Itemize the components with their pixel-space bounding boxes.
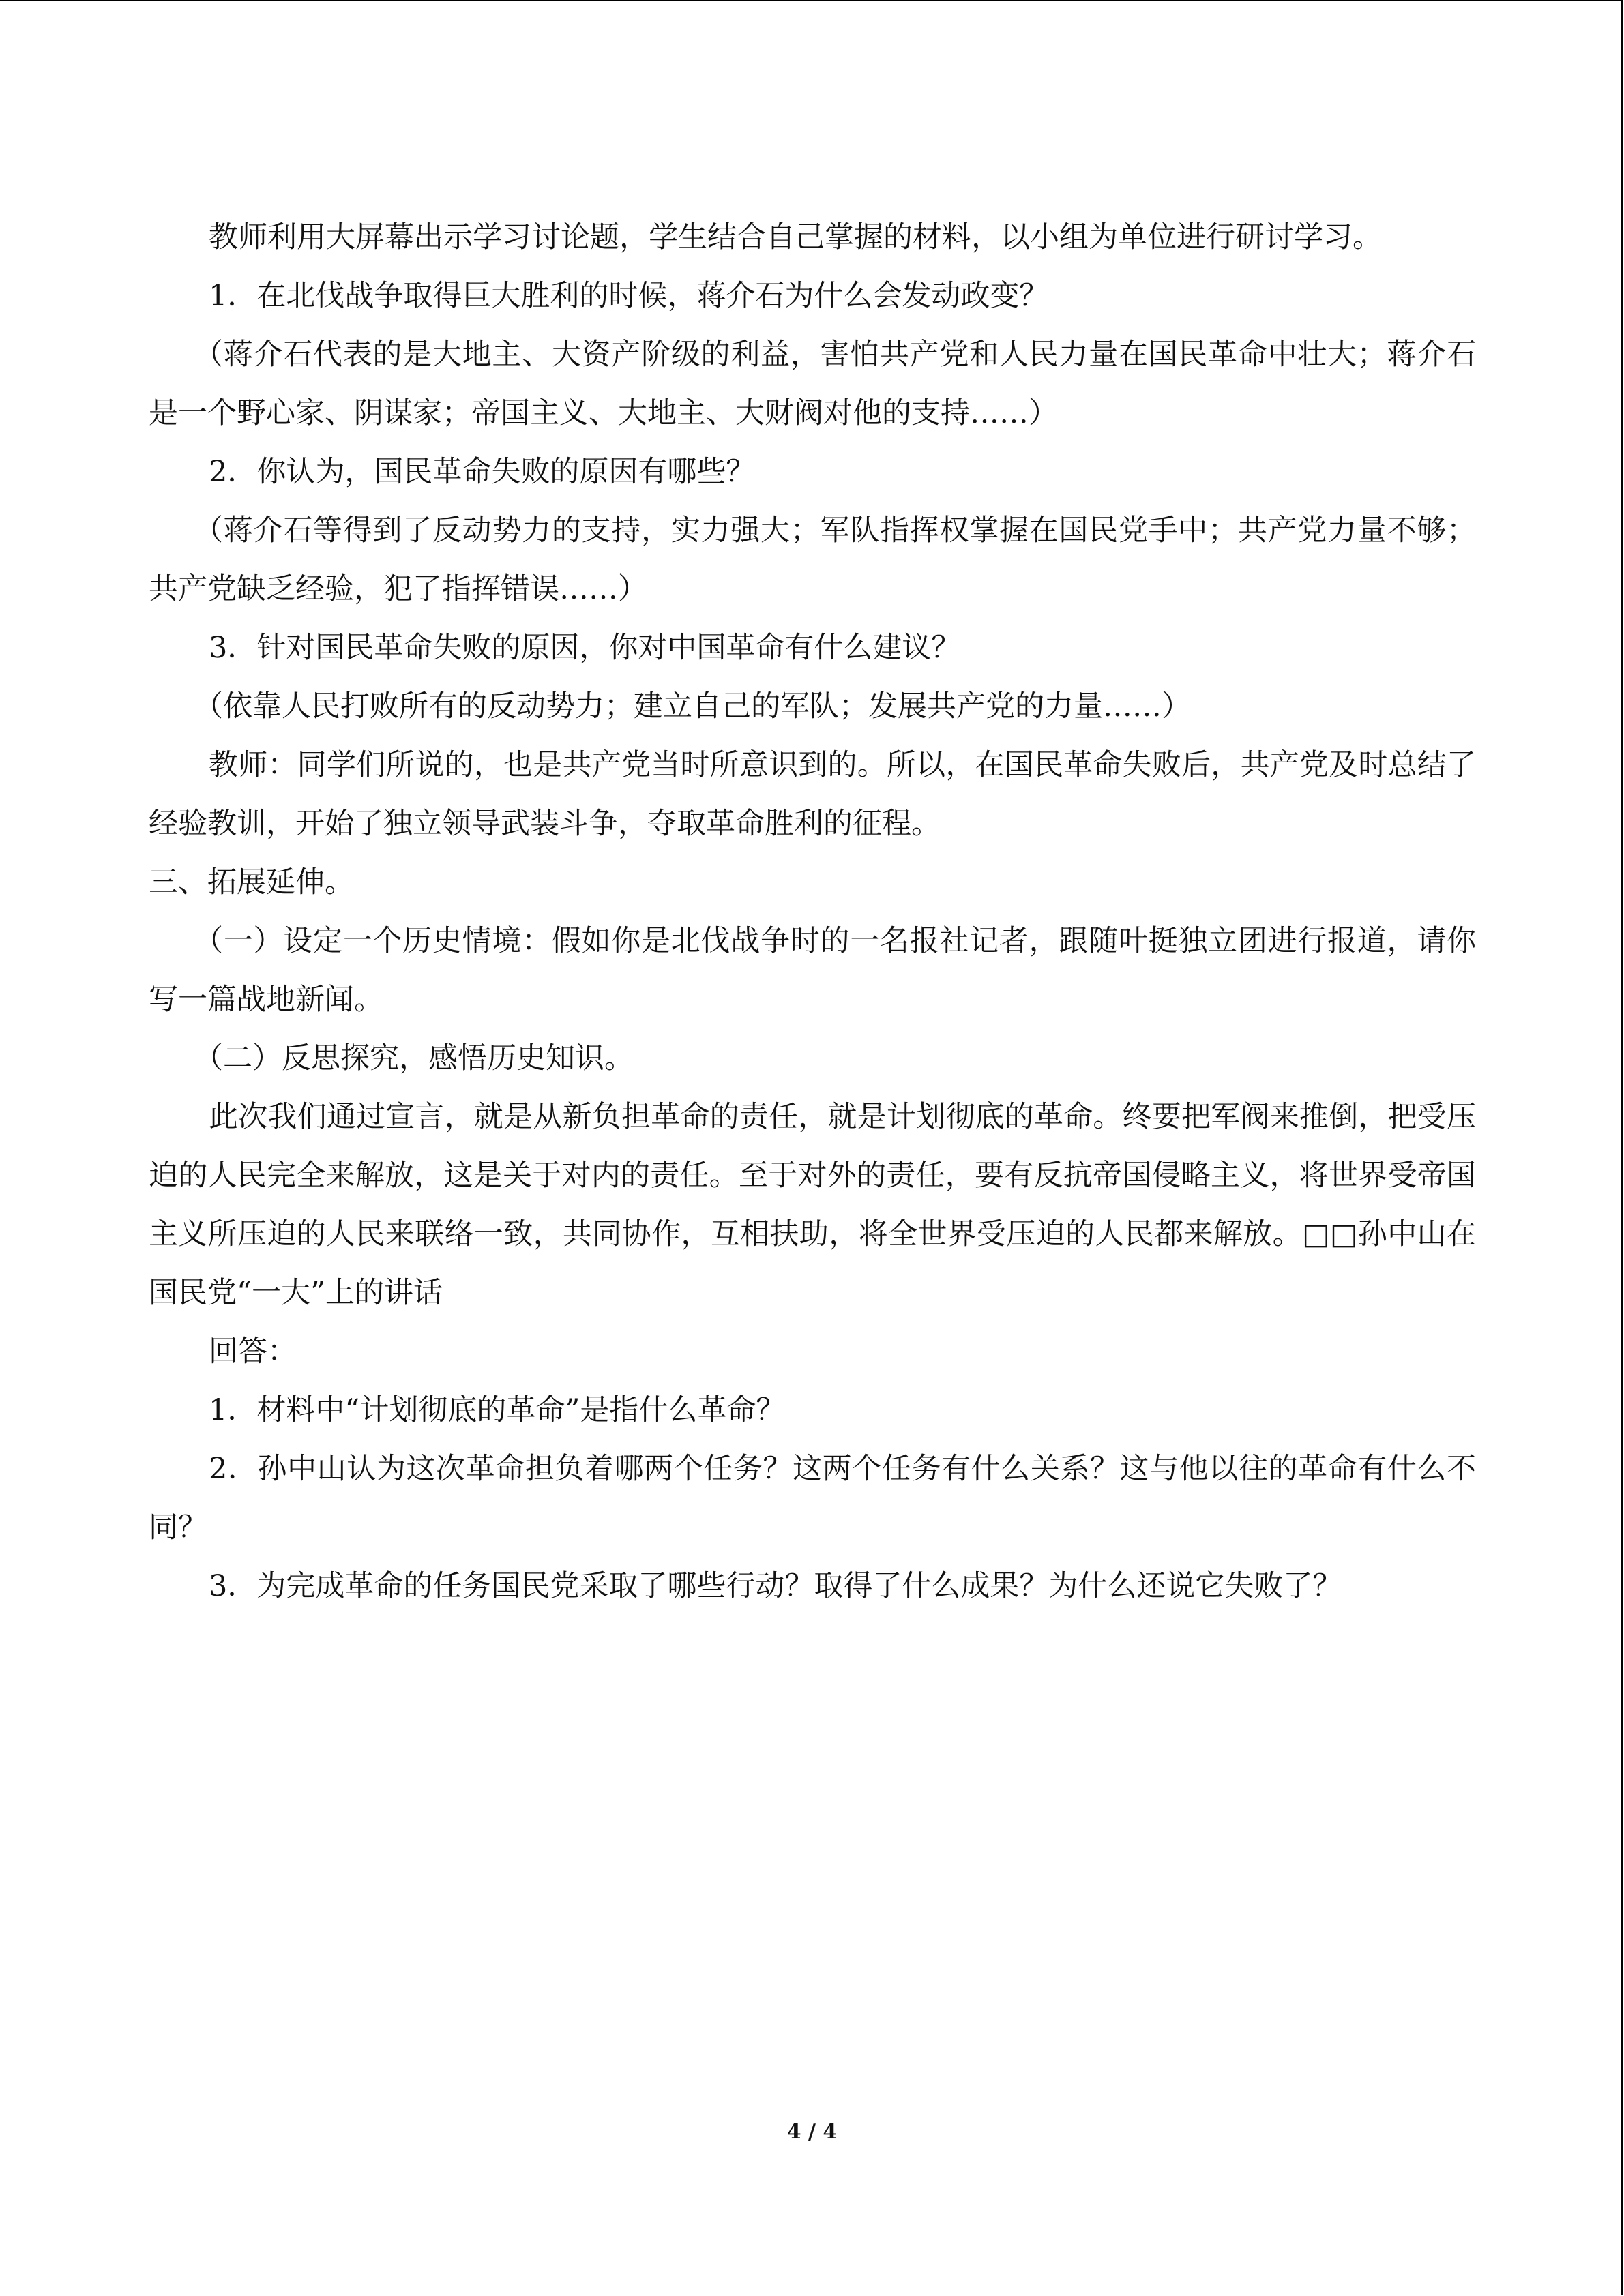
answer-3: （依靠人民打败所有的反动势力；建立自己的军队；发展共产党的力量……） (194, 689, 1191, 724)
extension-task-1: （一）设定一个历史情境：假如你是北伐战争时的一名报社记者，跟随叶挺独立团进行报道，请你写一篇战地新闻。 (149, 924, 1476, 1017)
question-1: 1．在北伐战争取得巨大胜利的时候，蒋介石为什么会发动政变？ (209, 279, 1049, 313)
source-quote: 此次我们通过宣言，就是从新负担革命的责任，就是计划彻底的革命。终要把军阀来推倒，把受压迫的人民完全来解放，这是关于对内的责任。至于对外的责任，要有反抗帝国侵略主义，将世界受帝国主义所压迫的人民来联络一致，共同协作，互相扶助，将全世界受压迫的人民都来解放。□□孙中山在国民党“一大”上的讲话 (149, 1100, 1476, 1310)
intro-paragraph: 教师利用大屏幕出示学习讨论题，学生结合自己掌握的材料，以小组为单位进行研讨学习。 (209, 220, 1382, 254)
document-body (149, 208, 1476, 1615)
answer-2: （蒋介石等得到了反动势力的支持，实力强大；军队指挥权掌握在国民党手中；共产党力量不够；共产党缺乏经验，犯了指挥错误……） (149, 513, 1476, 606)
page-number: 4 / 4 (786, 2120, 838, 2144)
review-question-2: 2．孙中山认为这次革命担负着哪两个任务？这两个任务有什么关系？这与他以往的革命有什么不同？ (149, 1452, 1476, 1545)
teacher-summary: 教师：同学们所说的，也是共产党当时所意识到的。所以，在国民革命失败后，共产党及时总结了经验教训，开始了独立领导武装斗争，夺取革命胜利的征程。 (149, 748, 1476, 841)
answer-prompt: 回答： (209, 1335, 297, 1369)
section-heading: 三、拓展延伸。 (149, 865, 354, 899)
question-2: 2．你认为，国民革命失败的原因有哪些？ (209, 455, 756, 489)
review-question-3: 3．为完成革命的任务国民党采取了哪些行动？取得了什么成果？为什么还说它失败了？ (209, 1569, 1342, 1603)
answer-1: （蒋介石代表的是大地主、大资产阶级的利益，害怕共产党和人民力量在国民革命中壮大；蒋介石是一个野心家、阴谋家；帝国主义、大地主、大财阀对他的支持……） (149, 338, 1476, 430)
question-3: 3．针对国民革命失败的原因，你对中国革命有什么建议？ (209, 631, 961, 665)
review-question-1: 1．材料中“计划彻底的革命”是指什么革命？ (209, 1393, 786, 1427)
extension-task-2: （二）反思探究，感悟历史知识。 (194, 1041, 634, 1075)
